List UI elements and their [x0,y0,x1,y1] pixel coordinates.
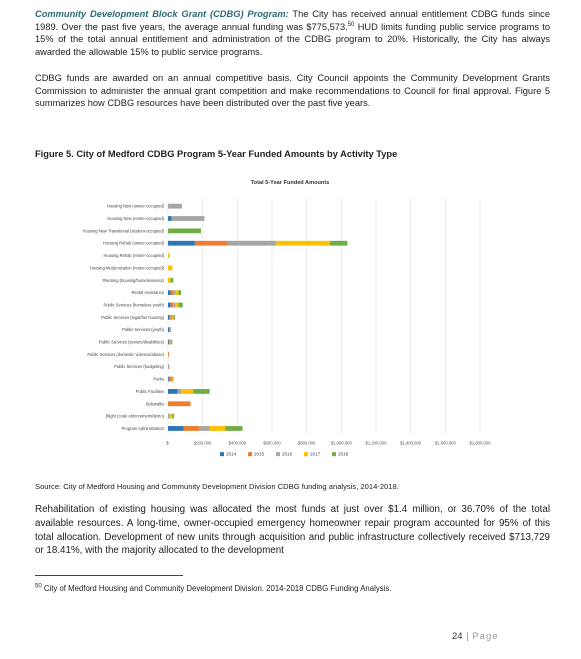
bar-segment-2016 [171,377,172,382]
bar-segment-2014 [168,327,169,332]
category-label: Parks [153,376,164,382]
bar-segment-2016 [170,327,171,332]
bar-segment-2018 [172,414,174,419]
bar-segment-2016 [173,290,176,295]
bar-segment-2017 [171,340,172,345]
bar-segment-2017 [176,303,179,308]
category-label: Public Services (seniors/disabilities) [98,339,164,345]
figure-title: Figure 5. City of Medford CDBG Program 5-Year Funded Amounts by Activity Type [35,149,398,159]
paragraph-cdbg-intro [35,8,550,58]
category-label: Rental Assistance [131,290,164,296]
bar-segment-2016 [199,426,209,431]
bar-segment-2016 [227,241,276,246]
bar-segment-2018 [171,278,174,283]
x-tick-label: $- [166,440,170,446]
page-number-word: Page [472,631,499,642]
footnote-divider [35,575,183,576]
category-label: Public Services (homeless youth) [103,302,164,308]
bar-segment-2018 [178,303,182,308]
cdbg-intro-text-b: HUD limits funding public service programs to 15% of the total annual entitlement and administration of the CDBG program to 20%. Historically, the City has always awarded the allowable 15% to public service programs. [35,21,551,57]
bar-segment-2014 [168,377,169,382]
bar-segment-2017 [181,389,193,394]
bar-segment-2015 [168,401,191,406]
category-label: Housing New (owner-occupied) [106,203,164,209]
category-label: Housing Rehab (owner-occupied) [103,240,164,246]
bar-segment-2017 [168,253,170,258]
x-tick-label: $800,000 [297,440,316,446]
legend-label: 2018 [338,451,349,457]
bar-segment-2015 [169,327,170,332]
category-label: Public Services (legal/fair housing) [101,314,164,320]
category-label: Public Services (budgeting) [114,364,164,370]
x-tick-label: $400,000 [228,440,247,446]
legend-swatch-2016 [276,452,280,456]
bar-segment-2018 [225,426,242,431]
category-label: Program Administration [121,425,164,431]
bar-segment-2014 [168,303,171,308]
category-label: Public Services (youth) [122,327,164,333]
category-label: Public Services (domestic violence/abuse) [87,351,164,357]
bar-segment-2016 [171,216,204,221]
category-label: Housing New Transitional (student-occupied) [82,228,164,234]
legend-label: 2017 [310,451,321,457]
bar-segment-2018 [168,228,201,233]
cdbg-intro-text-a: The City has received annual entitlement CDBG funds since 1989. Over the past five years, the average annual funding was $775,573. [35,9,550,32]
bar-segment-2015 [169,377,172,382]
bar-segment-2015 [171,303,174,308]
chart-title: Total 5-Year Funded Amounts [250,180,330,186]
bar-segment-2016 [171,315,172,320]
category-label: Public Facilities [135,388,164,394]
bar-segment-2014 [168,315,169,320]
x-tick-label: $600,000 [263,440,281,446]
bar-segment-2014 [168,340,169,345]
bar-segment-2015 [184,426,200,431]
bar-segment-2017 [176,290,179,295]
legend-swatch-2017 [304,452,308,456]
x-tick-label: $1,000,000 [330,440,352,446]
footnote [35,584,391,593]
bar-segment-2017 [172,377,174,382]
cdbg-lead-heading: Community Development Block Grant (CDBG) Program: [35,9,289,19]
figure-source: Source: City of Medford Housing and Community Development Division CDBG funding analysis, 2014-2018. [35,482,399,491]
legend-label: 2014 [226,451,237,457]
page-number [452,631,499,642]
bar-segment-2018 [193,389,209,394]
bar-segment-2015 [169,315,170,320]
legend-label: 2016 [282,451,293,457]
x-tick-label: $200,000 [193,440,212,446]
bar-segment-2018 [171,340,172,345]
bar-segment-2014 [168,426,184,431]
x-tick-label: $1,200,000 [365,440,387,446]
legend-swatch-2014 [220,452,224,456]
category-label: Planning (housing/homelessness) [102,277,164,283]
category-label: Housing Modernization (renter-occupied) [89,265,164,271]
legend-label: 2015 [254,451,265,457]
footnote-number: 50 [35,583,42,590]
footnote-reference[interactable]: 50 [347,21,355,28]
bar-segment-2016 [170,340,171,345]
bar-segment-2014 [168,241,195,246]
legend-swatch-2018 [332,452,336,456]
paragraph-award-process: CDBG funds are awarded on an annual competitive basis. City Council appoints the Community Development Grants Commission to administer the annual grant competition and make recommendations to Council for final approval. Figure 5 summarizes how CDBG resources have been distributed over the past five years. [35,73,550,109]
bar-segment-2016 [168,414,170,419]
bar-segment-2016 [178,389,181,394]
x-tick-label: $1,800,000 [469,440,491,446]
bar-segment-2015 [168,352,169,357]
footnote-text: City of Medford Housing and Community Development Division. 2014-2018 CDBG Funding Analysis. [41,584,392,593]
bar-segment-2017 [172,315,173,320]
category-label: Housing New (renter-occupied) [107,216,164,222]
bar-segment-2017 [210,426,226,431]
bar-segment-2016 [168,364,169,369]
category-label: Housing Rehab (renter-occupied) [103,253,164,259]
funded-amounts-chart [35,170,545,475]
bar-segment-2018 [174,315,175,320]
page-number-separator: | [466,631,469,642]
bar-segment-2014 [168,389,178,394]
bar-segment-2018 [330,241,347,246]
bar-segment-2017 [168,266,172,271]
bar-segment-2015 [169,340,170,345]
category-label: Sidewalks [145,401,164,407]
bar-segment-2015 [171,290,174,295]
bar-segment-2016 [173,303,176,308]
bar-segment-2017 [168,278,171,283]
legend-swatch-2015 [248,452,252,456]
paragraph-rehab-allocation: Rehabilitation of existing housing was allocated the most funds at just over $1.4 million, or 36.70% of the total available resources. A long-time, owner-occupied emergency homeowner repair program accounted for 95% of this total allocation. Development of new units through acquisition and public infrastructure collectively received $713,729 or 18.41%, with the majority allocated to the development [35,504,550,557]
bar-segment-2017 [170,414,173,419]
category-label: Blight (code enforcement/demo) [105,413,164,419]
page-number-value: 24 [452,631,463,642]
bar-segment-2015 [195,241,227,246]
bar-segment-2017 [276,241,330,246]
bar-segment-2014 [168,290,171,295]
x-tick-label: $1,400,000 [400,440,422,446]
bar-segment-2018 [178,290,181,295]
x-tick-label: $1,600,000 [434,440,456,446]
bar-segment-2016 [168,204,182,209]
bar-segment-2014 [168,216,171,221]
